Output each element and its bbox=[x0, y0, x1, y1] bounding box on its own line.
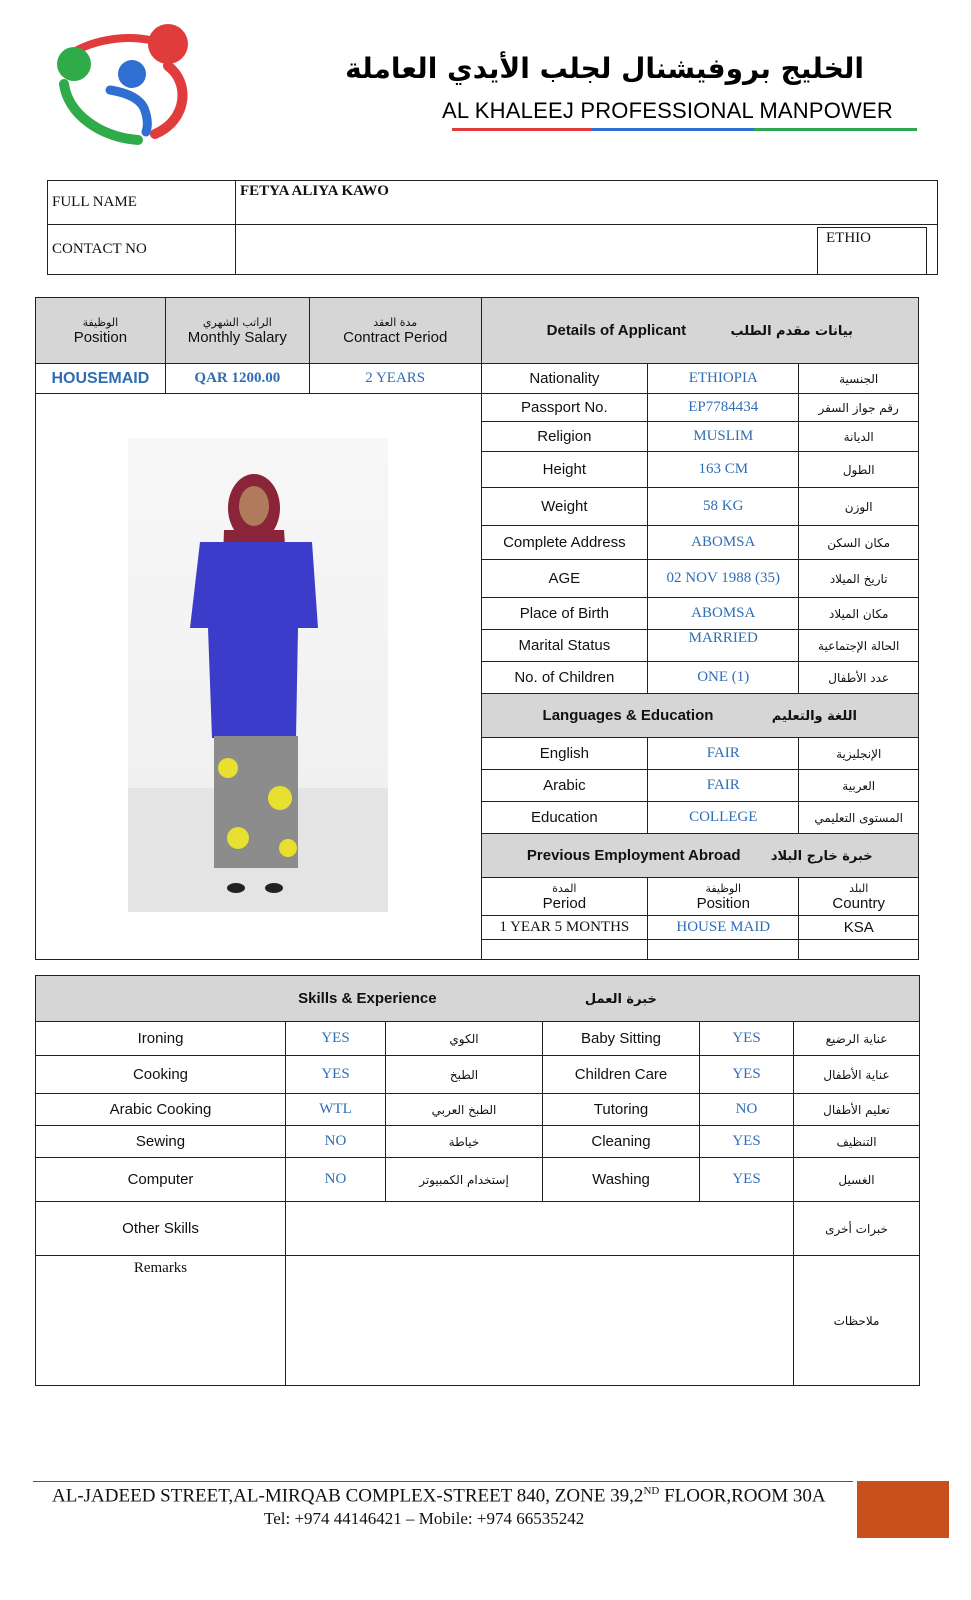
skill-label-ar: تعليم الأطفال bbox=[794, 1094, 920, 1126]
languages-heading bbox=[481, 694, 918, 738]
salary-header-en: Monthly Salary bbox=[187, 328, 287, 346]
languages-heading-en: Languages & Education bbox=[542, 707, 714, 724]
skill-value: YES bbox=[700, 1158, 794, 1202]
employment-heading bbox=[481, 834, 918, 878]
detail-value: ABOMSA bbox=[648, 526, 799, 560]
company-name-arabic: الخليج بروفيشنال لجلب الأيدي العاملة bbox=[345, 52, 864, 85]
detail-value: 02 NOV 1988 (35) bbox=[648, 560, 799, 598]
education-value: COLLEGE bbox=[648, 802, 799, 834]
footer-address-main: AL-JADEED STREET,AL-MIRQAB COMPLEX-STREET 840, ZONE 39,2 bbox=[52, 1485, 644, 1507]
remarks-label: Remarks bbox=[36, 1256, 286, 1386]
name-contact-table bbox=[47, 180, 938, 275]
skill-label: Computer bbox=[36, 1158, 286, 1202]
employment-country: KSA bbox=[799, 916, 919, 940]
remarks-value bbox=[286, 1256, 794, 1386]
skill-value: YES bbox=[700, 1056, 794, 1094]
skill-label-ar: الطبخ العربي bbox=[386, 1094, 543, 1126]
skill-label-ar: عناية الأطفال bbox=[794, 1056, 920, 1094]
skill-label: Sewing bbox=[36, 1126, 286, 1158]
employment-position: HOUSE MAID bbox=[648, 916, 799, 940]
detail-value: ABOMSA bbox=[648, 598, 799, 630]
detail-value: EP7784434 bbox=[648, 394, 799, 422]
employment-empty-cell bbox=[481, 940, 648, 960]
detail-label-ar: تاريخ الميلاد bbox=[799, 560, 919, 598]
other-skills-label: Other Skills bbox=[36, 1202, 286, 1256]
footer-address bbox=[52, 1485, 826, 1507]
country-code-box: ETHIO bbox=[817, 227, 927, 275]
employment-period-header-ar: المدة bbox=[552, 881, 577, 895]
applicant-details-table bbox=[35, 297, 919, 960]
skill-value: YES bbox=[700, 1022, 794, 1056]
brand-underline bbox=[452, 128, 917, 131]
other-skills-value bbox=[286, 1202, 794, 1256]
full-name-value: FETYA ALIYA KAWO bbox=[236, 181, 938, 225]
detail-label: Weight bbox=[481, 488, 648, 526]
language-label: Arabic bbox=[481, 770, 648, 802]
skill-label-ar: إستخدام الكمبيوتر bbox=[386, 1158, 543, 1202]
detail-value: MARRIED bbox=[648, 630, 799, 662]
skill-label-ar: خياطة bbox=[386, 1126, 543, 1158]
skill-label-ar: الغسيل bbox=[794, 1158, 920, 1202]
language-value: FAIR bbox=[648, 738, 799, 770]
employment-country-header-ar: البلد bbox=[849, 881, 869, 895]
education-label: Education bbox=[481, 802, 648, 834]
employment-position-header-ar: الوظيفة bbox=[705, 881, 742, 895]
language-value: FAIR bbox=[648, 770, 799, 802]
skills-heading bbox=[36, 976, 920, 1022]
skill-label: Children Care bbox=[543, 1056, 700, 1094]
detail-value: 58 KG bbox=[648, 488, 799, 526]
detail-label: No. of Children bbox=[481, 662, 648, 694]
employment-country-header bbox=[799, 878, 919, 916]
contract-header bbox=[309, 298, 481, 364]
languages-heading-ar: اللغة والتعليم bbox=[771, 709, 858, 724]
applicant-photo bbox=[128, 438, 388, 912]
details-heading-ar: بيانات مقدم الطلب bbox=[730, 324, 853, 339]
employment-period: 1 YEAR 5 MONTHS bbox=[481, 916, 648, 940]
footer-address-sup: ND bbox=[643, 1485, 660, 1497]
skill-value: YES bbox=[700, 1126, 794, 1158]
detail-label-ar: مكان السكن bbox=[799, 526, 919, 560]
full-name-label: FULL NAME bbox=[48, 181, 236, 225]
detail-label-ar: الوزن bbox=[799, 488, 919, 526]
salary-header bbox=[165, 298, 309, 364]
employment-position-header-en: Position bbox=[696, 894, 750, 912]
skills-heading-ar: خبرة العمل bbox=[584, 992, 657, 1007]
applicant-figure bbox=[128, 438, 388, 912]
skill-value: NO bbox=[286, 1126, 386, 1158]
education-label-ar: المستوى التعليمي bbox=[799, 802, 919, 834]
employment-period-header bbox=[481, 878, 648, 916]
position-value: HOUSEMAID bbox=[36, 364, 166, 394]
skill-value: WTL bbox=[286, 1094, 386, 1126]
position-header-en: Position bbox=[73, 328, 128, 346]
employment-position-header bbox=[648, 878, 799, 916]
detail-label-ar: الجنسية bbox=[799, 364, 919, 394]
skill-label: Tutoring bbox=[543, 1094, 700, 1126]
detail-label: Marital Status bbox=[481, 630, 648, 662]
details-heading-en: Details of Applicant bbox=[546, 322, 687, 339]
contract-header-en: Contract Period bbox=[343, 328, 448, 346]
photo-cell bbox=[36, 394, 482, 960]
skill-label: Cleaning bbox=[543, 1126, 700, 1158]
detail-value: 163 CM bbox=[648, 452, 799, 488]
language-label: English bbox=[481, 738, 648, 770]
skill-label-ar: الكوي bbox=[386, 1022, 543, 1056]
detail-label-ar: مكان الميلاد bbox=[799, 598, 919, 630]
footer-phones: Tel: +974 44146421 – Mobile: +974 66535242 bbox=[264, 1509, 585, 1528]
skill-label: Washing bbox=[543, 1158, 700, 1202]
skill-label-ar: الطبخ bbox=[386, 1056, 543, 1094]
skill-value: YES bbox=[286, 1056, 386, 1094]
detail-label-ar: عدد الأطفال bbox=[799, 662, 919, 694]
position-header-ar: الوظيفة bbox=[82, 315, 119, 329]
contract-value: 2 YEARS bbox=[309, 364, 481, 394]
skill-label-ar: التنظيف bbox=[794, 1126, 920, 1158]
detail-label: Place of Birth bbox=[481, 598, 648, 630]
detail-label: Height bbox=[481, 452, 648, 488]
detail-label-ar: الديانة bbox=[799, 422, 919, 452]
language-label-ar: العربية bbox=[799, 770, 919, 802]
footer-divider bbox=[33, 1481, 853, 1482]
detail-label: AGE bbox=[481, 560, 648, 598]
employment-country-header-en: Country bbox=[832, 894, 885, 912]
skill-label: Cooking bbox=[36, 1056, 286, 1094]
contact-value-cell bbox=[236, 225, 938, 275]
detail-value: ETHIOPIA bbox=[648, 364, 799, 394]
detail-value: MUSLIM bbox=[648, 422, 799, 452]
company-logo bbox=[50, 22, 200, 150]
detail-label: Complete Address bbox=[481, 526, 648, 560]
salary-value: QAR 1200.00 bbox=[165, 364, 309, 394]
skill-label: Arabic Cooking bbox=[36, 1094, 286, 1126]
contract-header-ar: مدة العقد bbox=[373, 315, 418, 329]
employment-heading-ar: خبرة خارج البلاد bbox=[770, 849, 873, 864]
skill-label: Ironing bbox=[36, 1022, 286, 1056]
skills-table bbox=[35, 975, 920, 1386]
detail-label: Religion bbox=[481, 422, 648, 452]
detail-label-ar: رقم جواز السفر bbox=[799, 394, 919, 422]
skill-value: NO bbox=[700, 1094, 794, 1126]
remarks-label-ar: ملاحظات bbox=[794, 1256, 920, 1386]
salary-header-ar: الراتب الشهري bbox=[202, 315, 272, 329]
detail-label-ar: الحالة الإجتماعية bbox=[799, 630, 919, 662]
detail-label-ar: الطول bbox=[799, 452, 919, 488]
footer-color-block bbox=[857, 1481, 949, 1538]
detail-label: Nationality bbox=[481, 364, 648, 394]
skill-label: Baby Sitting bbox=[543, 1022, 700, 1056]
employment-empty-cell bbox=[799, 940, 919, 960]
skill-label-ar: عناية الرضيع bbox=[794, 1022, 920, 1056]
skills-heading-en: Skills & Experience bbox=[298, 990, 437, 1007]
other-skills-label-ar: خبرات أخرى bbox=[794, 1202, 920, 1256]
employment-period-header-en: Period bbox=[542, 894, 587, 912]
skill-value: YES bbox=[286, 1022, 386, 1056]
footer-address-end: FLOOR,ROOM 30A bbox=[659, 1485, 826, 1507]
employment-empty-cell bbox=[648, 940, 799, 960]
company-name-english: AL KHALEEJ PROFESSIONAL MANPOWER bbox=[442, 98, 893, 123]
employment-heading-en: Previous Employment Abroad bbox=[526, 847, 741, 864]
skill-value: NO bbox=[286, 1158, 386, 1202]
detail-value: ONE (1) bbox=[648, 662, 799, 694]
language-label-ar: الإنجليزية bbox=[799, 738, 919, 770]
details-heading bbox=[481, 298, 918, 364]
position-header bbox=[36, 298, 166, 364]
detail-label: Passport No. bbox=[481, 394, 648, 422]
contact-label: CONTACT NO bbox=[48, 225, 236, 275]
